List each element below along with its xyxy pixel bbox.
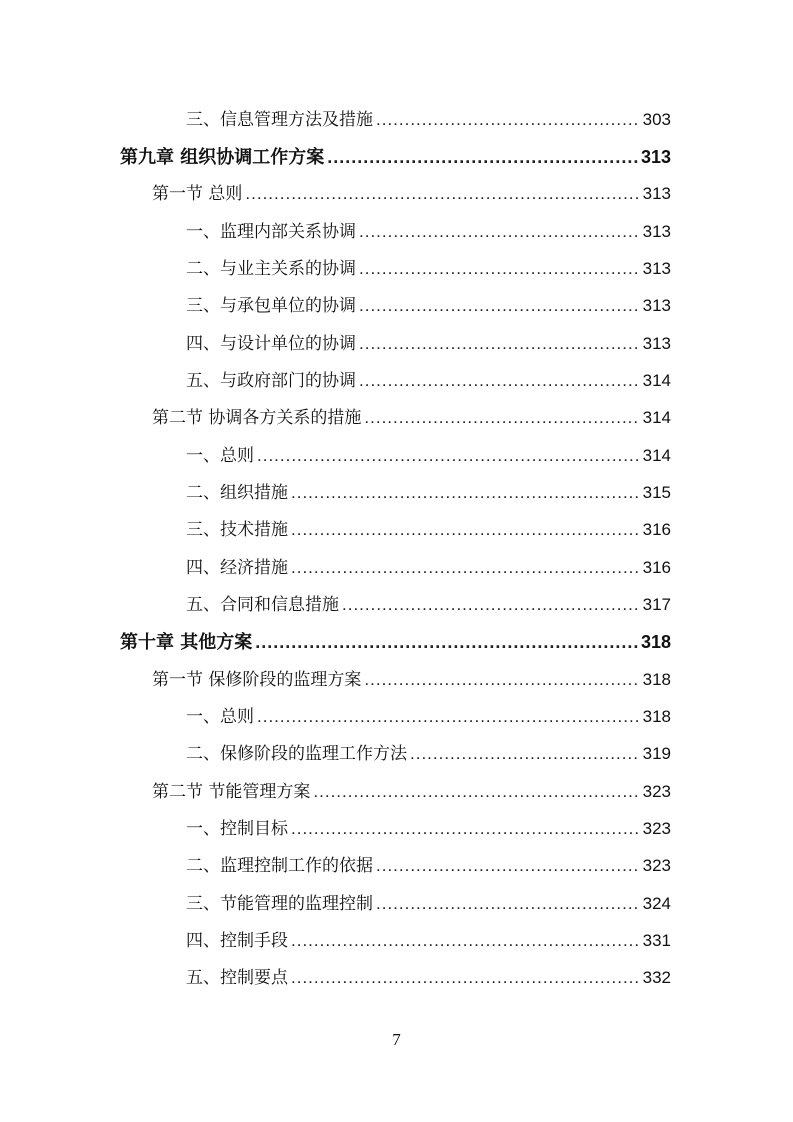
toc-entry[interactable] xyxy=(186,480,671,506)
page-number: 7 xyxy=(392,1030,401,1049)
dot-leader xyxy=(364,405,639,431)
toc-entry-page: 318 xyxy=(642,670,671,689)
toc-entry[interactable] xyxy=(186,517,671,543)
toc-entry[interactable] xyxy=(186,107,671,133)
toc-entry-page: 313 xyxy=(642,259,671,278)
dot-leader xyxy=(376,891,640,917)
toc-entry[interactable] xyxy=(186,368,671,394)
dot-leader xyxy=(257,443,640,469)
toc-entry-page: 314 xyxy=(642,446,671,465)
toc-entry[interactable] xyxy=(186,965,671,991)
toc-entry-page: 323 xyxy=(642,856,671,875)
toc-entry-page: 303 xyxy=(642,110,671,129)
dot-leader xyxy=(376,107,640,133)
toc-entry-page: 324 xyxy=(642,894,671,913)
toc-entry-page: 332 xyxy=(642,968,671,987)
toc-entry-label: 第二节 协调各方关系的措施 xyxy=(152,408,362,428)
toc-entry-page: 323 xyxy=(642,819,671,838)
toc-entry-page: 315 xyxy=(642,483,671,502)
toc-entry-label: 五、控制要点 xyxy=(186,968,288,988)
dot-leader xyxy=(359,293,640,319)
toc-entry-label: 第十章 其他方案 xyxy=(120,632,253,653)
toc-entry-label: 第二节 节能管理方案 xyxy=(152,782,311,802)
toc-entry-label: 第一节 总则 xyxy=(152,184,243,204)
toc-entry[interactable] xyxy=(186,256,671,282)
toc-entry-label: 二、保修阶段的监理工作方法 xyxy=(186,744,407,764)
dot-leader xyxy=(342,592,640,618)
toc-entry-label: 二、监理控制工作的依据 xyxy=(186,856,373,876)
toc-entry-label: 五、与政府部门的协调 xyxy=(186,371,356,391)
toc-entry-page: 313 xyxy=(642,184,671,203)
toc-entry[interactable] xyxy=(186,592,671,618)
toc-entry[interactable] xyxy=(186,443,671,469)
toc-section[interactable] xyxy=(152,405,671,431)
toc-entry-page: 313 xyxy=(642,296,671,315)
toc-entry-label: 四、经济措施 xyxy=(186,558,288,578)
toc-section[interactable] xyxy=(152,779,671,805)
toc-entry-label: 五、合同和信息措施 xyxy=(186,595,339,615)
toc-entry[interactable] xyxy=(186,928,671,954)
dot-leader xyxy=(291,517,640,543)
dot-leader xyxy=(245,181,639,207)
toc-entry-page: 314 xyxy=(642,371,671,390)
toc-entry-label: 四、与设计单位的协调 xyxy=(186,334,356,354)
toc-entry-page: 323 xyxy=(642,782,671,801)
toc-entry-label: 三、信息管理方法及措施 xyxy=(186,110,373,130)
toc-chapter[interactable] xyxy=(120,144,671,170)
dot-leader xyxy=(291,965,640,991)
dot-leader xyxy=(291,480,640,506)
dot-leader xyxy=(359,368,640,394)
toc-entry-label: 第一节 保修阶段的监理方案 xyxy=(152,670,362,690)
toc-entry-label: 二、与业主关系的协调 xyxy=(186,259,356,279)
toc-entry[interactable] xyxy=(186,816,671,842)
toc-entry-page: 318 xyxy=(642,707,671,726)
toc-entry[interactable] xyxy=(186,704,671,730)
toc-entry[interactable] xyxy=(186,219,671,245)
toc-entry[interactable] xyxy=(186,853,671,879)
toc-entry-page: 313 xyxy=(642,222,671,241)
toc-entry-label: 三、与承包单位的协调 xyxy=(186,296,356,316)
toc-entry-page: 314 xyxy=(642,408,671,427)
toc-entry-page: 319 xyxy=(642,744,671,763)
toc-entry-label: 一、总则 xyxy=(186,707,254,727)
dot-leader xyxy=(291,928,640,954)
toc-entry-page: 316 xyxy=(642,520,671,539)
toc-entry-page: 313 xyxy=(640,147,671,167)
toc-entry-page: 317 xyxy=(642,595,671,614)
dot-leader xyxy=(291,555,640,581)
dot-leader xyxy=(255,629,638,655)
toc-entry-page: 316 xyxy=(642,558,671,577)
dot-leader xyxy=(359,331,640,357)
toc-section[interactable] xyxy=(152,667,671,693)
toc-entry-label: 第九章 组织协调工作方案 xyxy=(120,147,325,168)
dot-leader xyxy=(410,741,640,767)
dot-leader xyxy=(257,704,640,730)
toc-entry-label: 三、节能管理的监理控制 xyxy=(186,894,373,914)
toc-entry[interactable] xyxy=(186,331,671,357)
toc-entry-label: 一、总则 xyxy=(186,446,254,466)
dot-leader xyxy=(359,256,640,282)
toc-section[interactable] xyxy=(152,181,671,207)
toc-chapter[interactable] xyxy=(120,629,671,655)
toc-entry[interactable] xyxy=(186,741,671,767)
dot-leader xyxy=(359,219,640,245)
toc-entry-label: 四、控制手段 xyxy=(186,931,288,951)
toc-entry-label: 二、组织措施 xyxy=(186,483,288,503)
dot-leader xyxy=(291,816,640,842)
dot-leader xyxy=(313,779,639,805)
toc-entry-label: 一、监理内部关系协调 xyxy=(186,222,356,242)
toc-entry-page: 318 xyxy=(640,632,671,652)
toc-entry-page: 313 xyxy=(642,334,671,353)
toc-entry[interactable] xyxy=(186,891,671,917)
toc-entry-label: 一、控制目标 xyxy=(186,819,288,839)
dot-leader xyxy=(364,667,639,693)
dot-leader xyxy=(376,853,640,879)
toc-entry-label: 三、技术措施 xyxy=(186,520,288,540)
toc-entry[interactable] xyxy=(186,293,671,319)
toc-entry-page: 331 xyxy=(642,931,671,950)
toc-entry[interactable] xyxy=(186,555,671,581)
dot-leader xyxy=(327,144,638,170)
